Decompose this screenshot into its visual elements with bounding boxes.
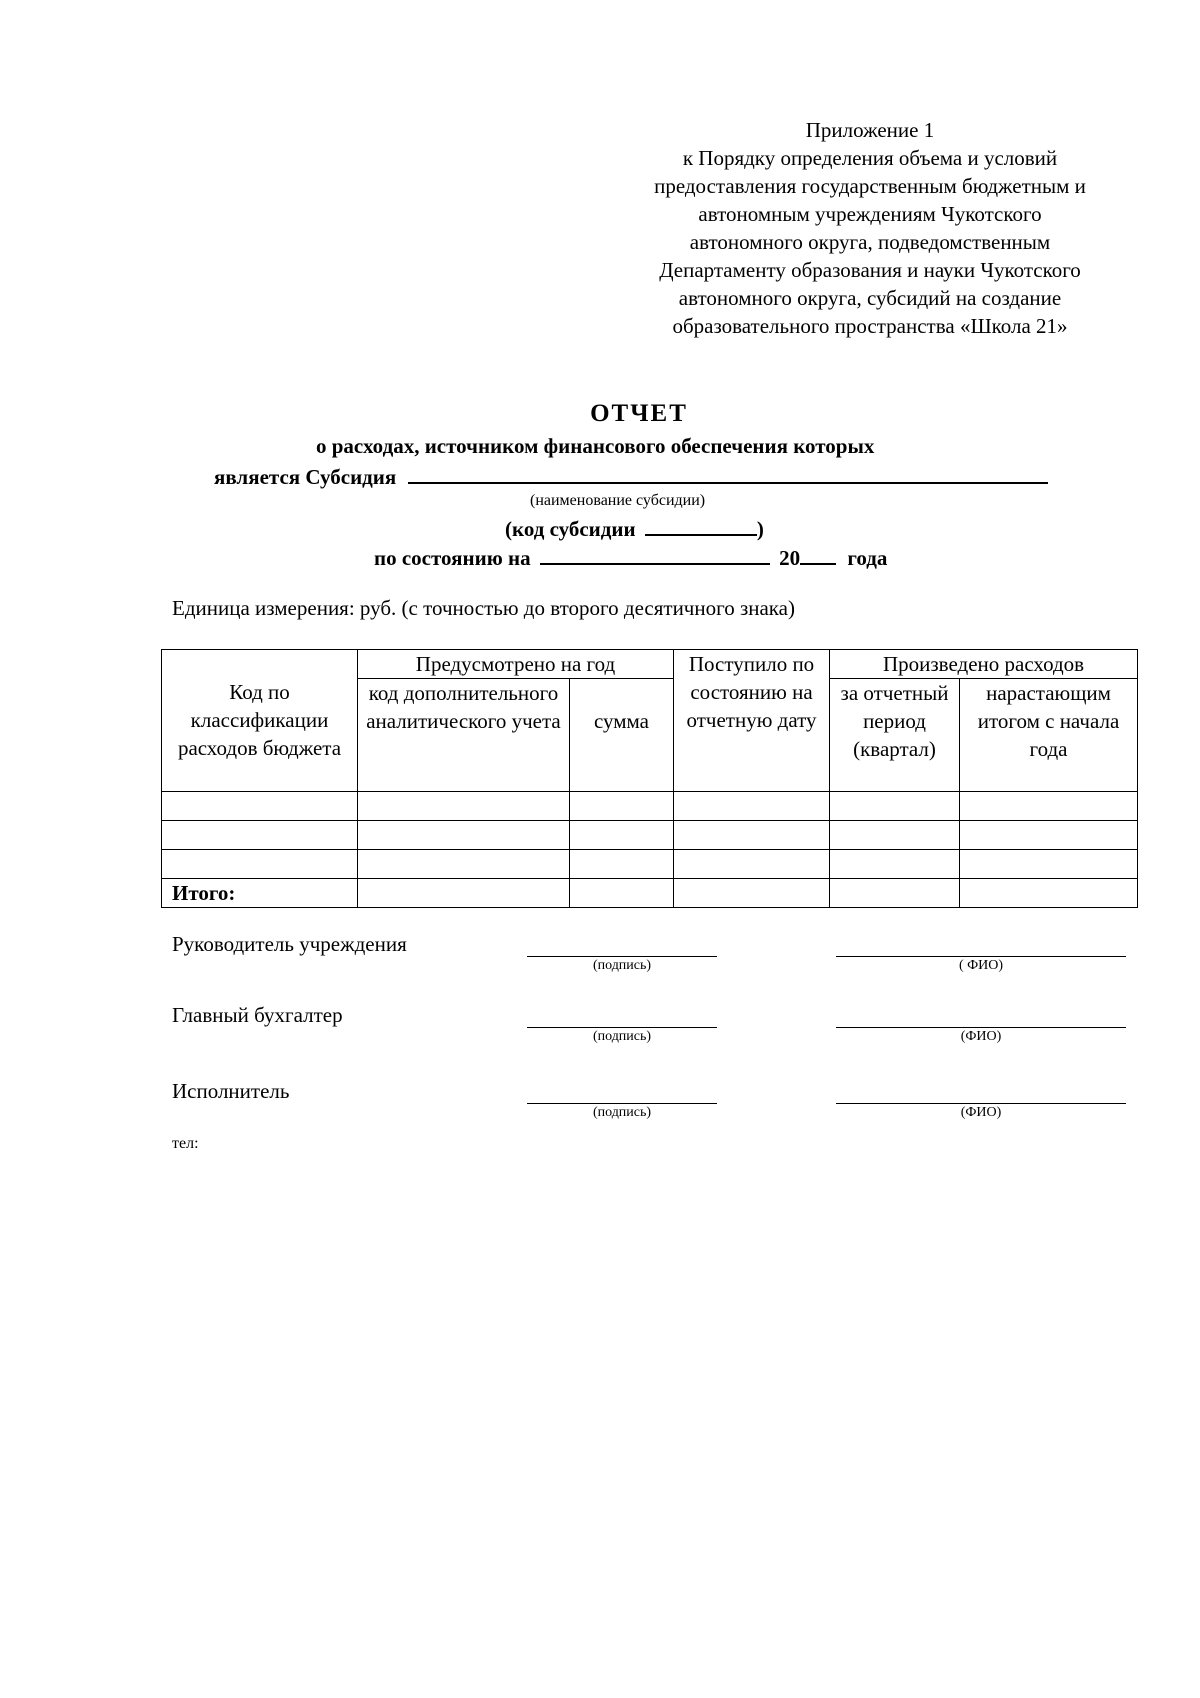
table-row [162, 792, 1138, 821]
appendix-line: к Порядку определения объема и условий [682, 146, 1058, 170]
signature-line[interactable] [527, 1027, 717, 1028]
table-cell[interactable] [674, 792, 830, 821]
table-cell[interactable] [570, 850, 674, 879]
report-subtitle: о расходах, источником финансового обеспечения которых [316, 434, 875, 458]
subsidy-name-line [214, 462, 1048, 490]
signature-caption: (подпись) [592, 1105, 652, 1120]
header-planned-sum: сумма [570, 679, 674, 792]
total-label: Итого: [162, 879, 358, 908]
report-title: ОТЧЕТ [590, 400, 688, 427]
header-spent: Произведено расходов [830, 650, 1138, 679]
table-cell[interactable] [570, 879, 674, 908]
appendix-line: автономного округа, подведомственным [689, 230, 1051, 254]
table-cell[interactable] [830, 792, 960, 821]
subsidy-name-caption: (наименование субсидии) [530, 492, 706, 509]
table-cell[interactable] [674, 821, 830, 850]
header-received: Поступило по состоянию на отчетную дату [674, 650, 830, 792]
name-line[interactable] [836, 1103, 1126, 1104]
signature-caption: (подпись) [592, 958, 652, 973]
table-cell[interactable] [162, 821, 358, 850]
table-cell[interactable] [358, 792, 570, 821]
name-line[interactable] [836, 1027, 1126, 1028]
subsidy-label: является Субсидия [214, 465, 397, 489]
total-row [162, 879, 1138, 908]
header-spent-period: за отчетный период (квартал) [830, 679, 960, 792]
table-cell[interactable] [960, 850, 1138, 879]
expense-table [161, 649, 1138, 908]
signature-line[interactable] [527, 1103, 717, 1104]
name-caption: (ФИО) [960, 1105, 1002, 1120]
as-of-date-line [374, 543, 887, 571]
year-suffix: года [847, 546, 888, 570]
table-cell[interactable] [960, 792, 1138, 821]
table-cell[interactable] [960, 879, 1138, 908]
appendix-line: автономным учреждениям Чукотского [698, 202, 1042, 226]
signature-label: Главный бухгалтер [172, 1003, 343, 1027]
table-row [162, 821, 1138, 850]
name-line[interactable] [836, 956, 1126, 957]
header-planned: Предусмотрено на год [358, 650, 674, 679]
appendix-line: Департаменту образования и науки Чукотского [659, 258, 1081, 282]
appendix-header [620, 116, 1120, 340]
as-of-label: по состоянию на [374, 546, 531, 570]
name-caption: ( ФИО) [958, 958, 1004, 973]
table-header-row [162, 650, 1138, 679]
year-blank [800, 543, 836, 565]
table-cell[interactable] [570, 821, 674, 850]
subsidy-name-blank [408, 462, 1048, 484]
appendix-line: образовательного пространства «Школа 21» [672, 314, 1068, 338]
name-caption: (ФИО) [960, 1029, 1002, 1044]
table-cell[interactable] [162, 792, 358, 821]
subsidy-code-label: (код субсидии [505, 517, 636, 541]
signature-label: Исполнитель [172, 1079, 290, 1103]
table-cell[interactable] [960, 821, 1138, 850]
table-cell[interactable] [570, 792, 674, 821]
table-cell[interactable] [358, 821, 570, 850]
table-cell[interactable] [674, 879, 830, 908]
year-prefix: 20 [779, 546, 801, 570]
subsidy-code-blank [645, 514, 757, 536]
table-cell[interactable] [674, 850, 830, 879]
as-of-date-blank [540, 543, 770, 565]
table-cell[interactable] [358, 879, 570, 908]
units-note: Единица измерения: руб. (с точностью до второго десятичного знака) [172, 596, 795, 620]
table-row [162, 850, 1138, 879]
table-cell[interactable] [358, 850, 570, 879]
signature-line[interactable] [527, 956, 717, 957]
signature-label: Руководитель учреждения [172, 932, 407, 956]
table-cell[interactable] [830, 879, 960, 908]
appendix-line: Приложение 1 [805, 118, 935, 142]
table-cell[interactable] [162, 850, 358, 879]
table-cell[interactable] [830, 850, 960, 879]
appendix-line: предоставления государственным бюджетным и [654, 174, 1086, 198]
signature-caption: (подпись) [592, 1029, 652, 1044]
appendix-line: автономного округа, субсидий на создание [678, 286, 1062, 310]
header-budget-code: Код по классификации расходов бюджета [162, 650, 358, 792]
table-cell[interactable] [830, 821, 960, 850]
header-planned-code: код дополнительного аналитического учета [358, 679, 570, 792]
subsidy-code-close: ) [756, 517, 764, 541]
header-spent-cumulative: нарастающим итогом с начала года [960, 679, 1138, 792]
tel-label: тел: [172, 1135, 199, 1152]
subsidy-code-line [505, 514, 764, 542]
